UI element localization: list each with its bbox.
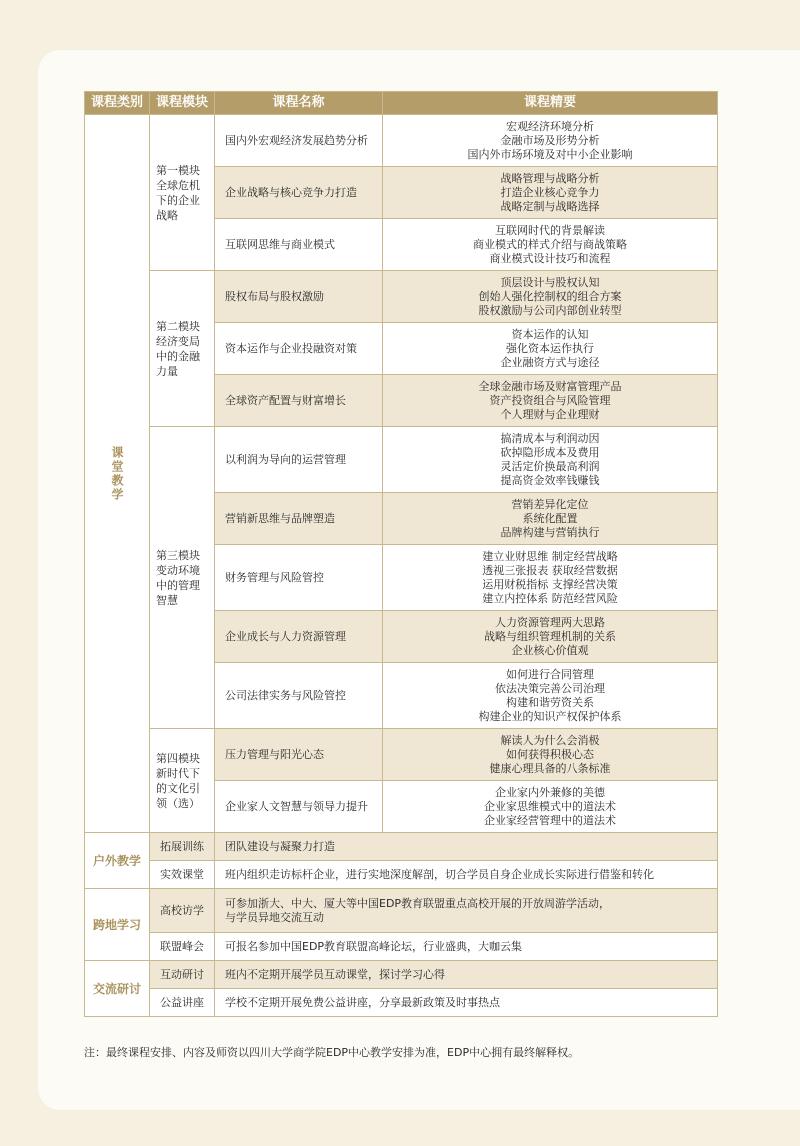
course-name: 财务管理与风险管控 [225, 570, 324, 584]
table-row [85, 115, 718, 167]
module-cell [150, 989, 215, 1017]
summary-line: 构建企业的知识产权保护体系 [478, 709, 622, 723]
summary-line: 打造企业核心竞争力 [500, 185, 600, 199]
course-name-cell [215, 219, 383, 271]
table-row [85, 833, 718, 861]
course-summary-cell [383, 115, 718, 167]
summary-line: 系统化配置 [522, 511, 578, 525]
summary-line: 企业家经营管理中的道法术 [484, 813, 616, 827]
module-label: 第三模块变动环境中的管理智慧 [156, 548, 200, 607]
summary-line: 运用财税指标 支撑经营决策 [482, 577, 618, 591]
course-name-cell [215, 323, 383, 375]
course-name: 企业战略与核心竞争力打造 [225, 185, 357, 199]
module-cell [150, 427, 215, 729]
course-summary-cell [383, 781, 718, 833]
module-cell [150, 933, 215, 961]
summary-line: 解读人为什么会消极 [500, 733, 600, 747]
module-label: 拓展训练 [160, 840, 204, 853]
table-row [85, 889, 718, 933]
summary-line: 如何获得积极心态 [506, 747, 594, 761]
summary-line: 强化资本运作执行 [506, 341, 594, 355]
course-name: 全球资产配置与财富增长 [225, 393, 346, 407]
description-cell [215, 833, 718, 861]
summary-line: 个人理财与企业理财 [500, 407, 600, 421]
category-cell [85, 833, 150, 889]
module-cell [150, 271, 215, 427]
description-cell [215, 989, 718, 1017]
course-name: 股权布局与股权激励 [225, 289, 324, 303]
course-name: 互联网思维与商业模式 [225, 237, 335, 251]
description-cell [215, 961, 718, 989]
category-label: 跨地学习 [92, 917, 141, 932]
category-label: 户外教学 [92, 853, 141, 868]
header-course-name: 课程名称 [215, 92, 383, 115]
description-line: 可参加浙大、中大、厦大等中国EDP教育联盟重点高校开展的开放周游学活动， [225, 896, 611, 910]
summary-line: 企业家内外兼修的美德 [495, 785, 605, 799]
summary-line: 全球金融市场及财富管理产品 [478, 379, 622, 393]
table-row [85, 961, 718, 989]
category-label: 课堂教学 [110, 445, 124, 502]
table-row [85, 989, 718, 1017]
course-name-cell [215, 781, 383, 833]
summary-line: 企业家思维模式中的道法术 [484, 799, 616, 813]
course-table [84, 91, 718, 1017]
module-label: 互动研讨 [160, 968, 204, 981]
module-label: 第二模块经济变局中的金融力量 [156, 319, 200, 378]
table-header-row [85, 92, 718, 115]
course-summary-cell [383, 611, 718, 663]
summary-line: 建立业财思维 制定经营战略 [482, 549, 618, 563]
course-name: 资本运作与企业投融资对策 [225, 341, 357, 355]
category-cell [85, 115, 150, 833]
course-summary-cell [383, 375, 718, 427]
module-cell [150, 961, 215, 989]
module-cell [150, 729, 215, 833]
description-line: 与学员异地交流互动 [225, 910, 324, 924]
course-name-cell [215, 115, 383, 167]
module-label: 联盟峰会 [160, 940, 204, 953]
summary-line: 灵活定价换最高利润 [500, 459, 600, 473]
course-summary-cell [383, 323, 718, 375]
description-cell [215, 861, 718, 889]
module-label: 第四模块新时代下的文化引领（选） [156, 751, 200, 810]
table-row [85, 729, 718, 781]
summary-line: 资本运作的认知 [511, 327, 589, 341]
description-line: 团队建设与凝聚力打造 [225, 839, 335, 853]
category-cell [85, 961, 150, 1017]
course-name: 国内外宏观经济发展趋势分析 [225, 133, 368, 147]
course-name-cell [215, 427, 383, 493]
summary-line: 提高资金效率钱赚钱 [500, 473, 600, 487]
module-cell [150, 115, 215, 271]
table-row [85, 271, 718, 323]
module-label: 高校访学 [160, 904, 204, 917]
summary-line: 健康心理具备的八条标准 [489, 761, 611, 775]
summary-line: 股权激励与公司内部创业转型 [478, 303, 622, 317]
summary-line: 人力资源管理两大思路 [495, 615, 605, 629]
course-name-cell [215, 729, 383, 781]
summary-line: 顶层设计与股权认知 [500, 275, 600, 289]
course-summary-cell [383, 271, 718, 323]
course-summary-cell [383, 729, 718, 781]
course-summary-cell [383, 427, 718, 493]
summary-line: 宏观经济环境分析 [506, 119, 594, 133]
table-row [85, 933, 718, 961]
module-label: 实效课堂 [160, 868, 204, 881]
summary-line: 战略管理与战略分析 [500, 171, 600, 185]
course-summary-cell [383, 663, 718, 729]
summary-line: 战略定制与战略选择 [500, 199, 600, 213]
course-summary-cell [383, 545, 718, 611]
summary-line: 金融市场及形势分析 [500, 133, 600, 147]
summary-line: 构建和谐劳资关系 [506, 695, 594, 709]
course-name-cell [215, 663, 383, 729]
course-name: 压力管理与阳光心态 [225, 747, 324, 761]
course-name-cell [215, 271, 383, 323]
course-summary-cell [383, 167, 718, 219]
description-line: 班内不定期开展学员互动课堂，探讨学习心得 [225, 967, 445, 981]
course-name: 营销新思维与品牌塑造 [225, 511, 335, 525]
summary-line: 砍掉隐形成本及费用 [500, 445, 600, 459]
summary-line: 资产投资组合与风险管理 [489, 393, 611, 407]
course-summary-cell [383, 219, 718, 271]
module-cell [150, 833, 215, 861]
category-label: 交流研讨 [92, 981, 141, 996]
table-row [85, 861, 718, 889]
header-category: 课程类别 [85, 92, 150, 115]
summary-line: 企业核心价值观 [511, 643, 589, 657]
module-label: 第一模块全球危机下的企业战略 [156, 163, 200, 222]
summary-line: 商业模式设计技巧和流程 [489, 251, 611, 265]
summary-line: 创始人强化控制权的组合方案 [478, 289, 622, 303]
course-summary-cell [383, 493, 718, 545]
module-cell [150, 861, 215, 889]
description-line: 学校不定期开展免费公益讲座，分享最新政策及时事热点 [225, 995, 500, 1009]
description-line: 班内组织走访标杆企业，进行实地深度解剖，切合学员自身企业成长实际进行借鉴和转化 [225, 867, 654, 881]
category-cell [85, 889, 150, 961]
course-name: 以利润为导向的运营管理 [225, 452, 346, 466]
summary-line: 依法决策完善公司治理 [495, 681, 605, 695]
course-name: 公司法律实务与风险管控 [225, 688, 346, 702]
description-line: 可报名参加中国EDP教育联盟高峰论坛，行业盛典，大咖云集 [225, 939, 523, 953]
course-name: 企业家人文智慧与领导力提升 [225, 799, 368, 813]
header-module: 课程模块 [150, 92, 215, 115]
course-name-cell [215, 545, 383, 611]
course-name-cell [215, 611, 383, 663]
module-cell [150, 889, 215, 933]
summary-line: 透视三张报表 获取经营数据 [482, 563, 618, 577]
summary-line: 国内外市场环境及对中小企业影响 [467, 147, 633, 161]
module-label: 公益讲座 [160, 996, 204, 1009]
summary-line: 搞清成本与利润动因 [500, 431, 600, 445]
summary-line: 如何进行合同管理 [506, 667, 594, 681]
header-summary: 课程精要 [383, 92, 718, 115]
table-row [85, 427, 718, 493]
summary-line: 建立内控体系 防范经营风险 [482, 591, 618, 605]
description-cell [215, 889, 718, 933]
summary-line: 企业融资方式与途径 [500, 355, 600, 369]
summary-line: 营销差异化定位 [511, 497, 589, 511]
course-name-cell [215, 493, 383, 545]
summary-line: 商业模式的样式介绍与商战策略 [473, 237, 627, 251]
summary-line: 互联网时代的背景解读 [495, 223, 605, 237]
summary-line: 品牌构建与营销执行 [500, 525, 600, 539]
summary-line: 战略与组织管理机制的关系 [484, 629, 616, 643]
description-cell [215, 933, 718, 961]
course-name-cell [215, 167, 383, 219]
footnote: 注：最终课程安排、内容及师资以四川大学商学院EDP中心教学安排为准，EDP中心拥有最终解释权。 [84, 1046, 580, 1059]
course-name: 企业成长与人力资源管理 [225, 629, 346, 643]
course-name-cell [215, 375, 383, 427]
